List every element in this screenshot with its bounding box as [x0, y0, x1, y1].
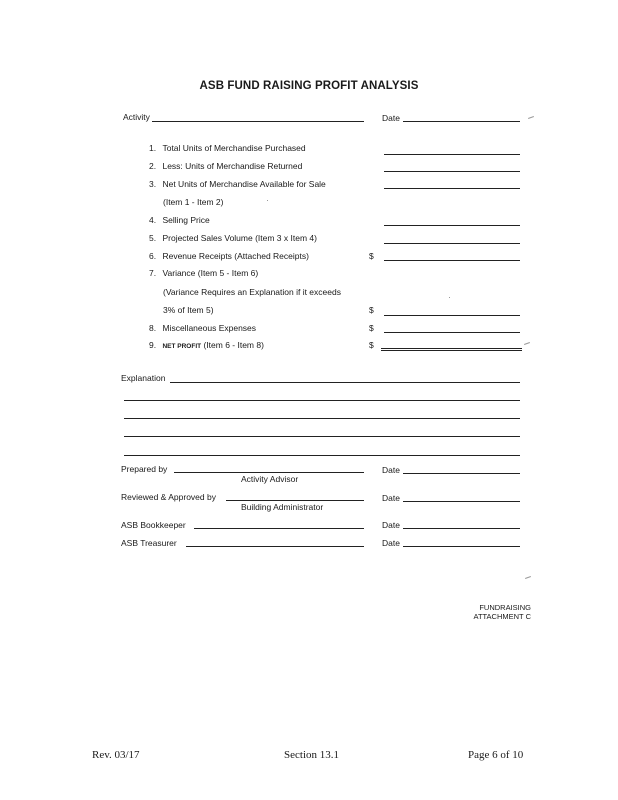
item-text: (Item 6 - Item 8) [201, 340, 264, 350]
date-label: Date [382, 520, 400, 530]
activity-advisor-label: Activity Advisor [241, 474, 299, 484]
dollar-sign: $ [369, 305, 374, 315]
attachment-label [474, 603, 532, 621]
item-text: Net Units of Merchandise Available for Sale [162, 179, 326, 189]
item-number: 2. [149, 161, 157, 171]
item-number: 8. [149, 323, 157, 333]
item-text: Selling Price [162, 215, 210, 225]
item-7-note: (Variance Requires an Explanation if it exceeds [163, 287, 341, 297]
item-5 [149, 233, 317, 243]
scan-mark [525, 576, 531, 579]
item-text: Projected Sales Volume (Item 3 x Item 4) [162, 233, 317, 243]
reviewed-by-line[interactable] [226, 500, 364, 501]
item-7 [149, 268, 258, 278]
scan-mark [267, 200, 268, 201]
explanation-line-3[interactable] [124, 418, 520, 419]
prepared-by-line[interactable] [174, 472, 364, 473]
item-number: 6. [149, 251, 157, 261]
explanation-line-4[interactable] [124, 436, 520, 437]
item-number: 4. [149, 215, 157, 225]
asb-treasurer-label: ASB Treasurer [121, 538, 177, 548]
item-text: Less: Units of Merchandise Returned [162, 161, 303, 171]
item-6 [149, 251, 309, 261]
asb-bookkeeper-label: ASB Bookkeeper [121, 520, 186, 530]
bookkeeper-date-line[interactable] [403, 528, 520, 529]
reviewed-date-line[interactable] [403, 501, 520, 502]
date-label: Date [382, 493, 400, 503]
bookkeeper-line[interactable] [194, 528, 364, 529]
item-2 [149, 161, 302, 171]
prepared-by-label: Prepared by [121, 464, 168, 474]
item-3-subtext: (Item 1 - Item 2) [163, 197, 224, 207]
item-text: Revenue Receipts (Attached Receipts) [162, 251, 309, 261]
footer-revision: Rev. 03/17 [92, 749, 140, 761]
treasurer-line[interactable] [186, 546, 364, 547]
footer-page-number: Page 6 of 10 [468, 749, 524, 761]
explanation-line-1[interactable] [170, 382, 520, 383]
item-1-field-line[interactable] [384, 154, 520, 155]
date-label: Date [382, 538, 400, 548]
date-label: Date [382, 113, 400, 123]
form-title: ASB FUND RAISING PROFIT ANALYSIS [199, 80, 419, 92]
item-9 [149, 340, 264, 350]
item-number: 5. [149, 233, 157, 243]
scan-mark [449, 297, 450, 298]
item-text: Total Units of Merchandise Purchased [162, 143, 306, 153]
explanation-line-2[interactable] [124, 400, 520, 401]
item-8-field-line[interactable] [384, 332, 520, 333]
footer-section: Section 13.1 [284, 749, 339, 761]
date-label: Date [382, 465, 400, 475]
item-7-note-cont: 3% of Item 5) [163, 305, 214, 315]
item-7-field-line[interactable] [384, 315, 520, 316]
prepared-date-line[interactable] [403, 473, 520, 474]
dollar-sign: $ [369, 251, 374, 261]
item-text: Variance (Item 5 - Item 6) [162, 268, 259, 278]
activity-field-line[interactable] [152, 121, 364, 122]
item-9-field-line-2 [381, 350, 522, 351]
item-4-field-line[interactable] [384, 225, 520, 226]
item-text: Miscellaneous Expenses [162, 323, 257, 333]
item-number: 7. [149, 268, 157, 278]
reviewed-by-label: Reviewed & Approved by [121, 492, 216, 502]
item-8 [149, 323, 256, 333]
item-2-field-line[interactable] [384, 171, 520, 172]
item-1 [149, 143, 306, 153]
explanation-line-5[interactable] [124, 455, 520, 456]
item-number: 9. [149, 340, 157, 350]
date-field-line[interactable] [403, 121, 520, 122]
scan-mark [524, 342, 530, 345]
attachment-line-2: ATTACHMENT C [473, 612, 531, 621]
net-profit-label: NET PROFIT [162, 343, 202, 350]
attachment-line-1: FUNDRAISING [479, 603, 531, 612]
item-4 [149, 215, 210, 225]
item-number: 3. [149, 179, 157, 189]
activity-label: Activity [123, 112, 150, 122]
item-3 [149, 179, 326, 189]
scan-mark [528, 116, 534, 119]
explanation-label: Explanation [121, 373, 166, 383]
treasurer-date-line[interactable] [403, 546, 520, 547]
dollar-sign: $ [369, 323, 374, 333]
item-9-field-line-1[interactable] [381, 348, 522, 349]
item-6-field-line[interactable] [384, 260, 520, 261]
dollar-sign: $ [369, 340, 374, 350]
item-5-field-line[interactable] [384, 243, 520, 244]
item-number: 1. [149, 143, 157, 153]
item-3-field-line[interactable] [384, 188, 520, 189]
building-administrator-label: Building Administrator [241, 502, 324, 512]
